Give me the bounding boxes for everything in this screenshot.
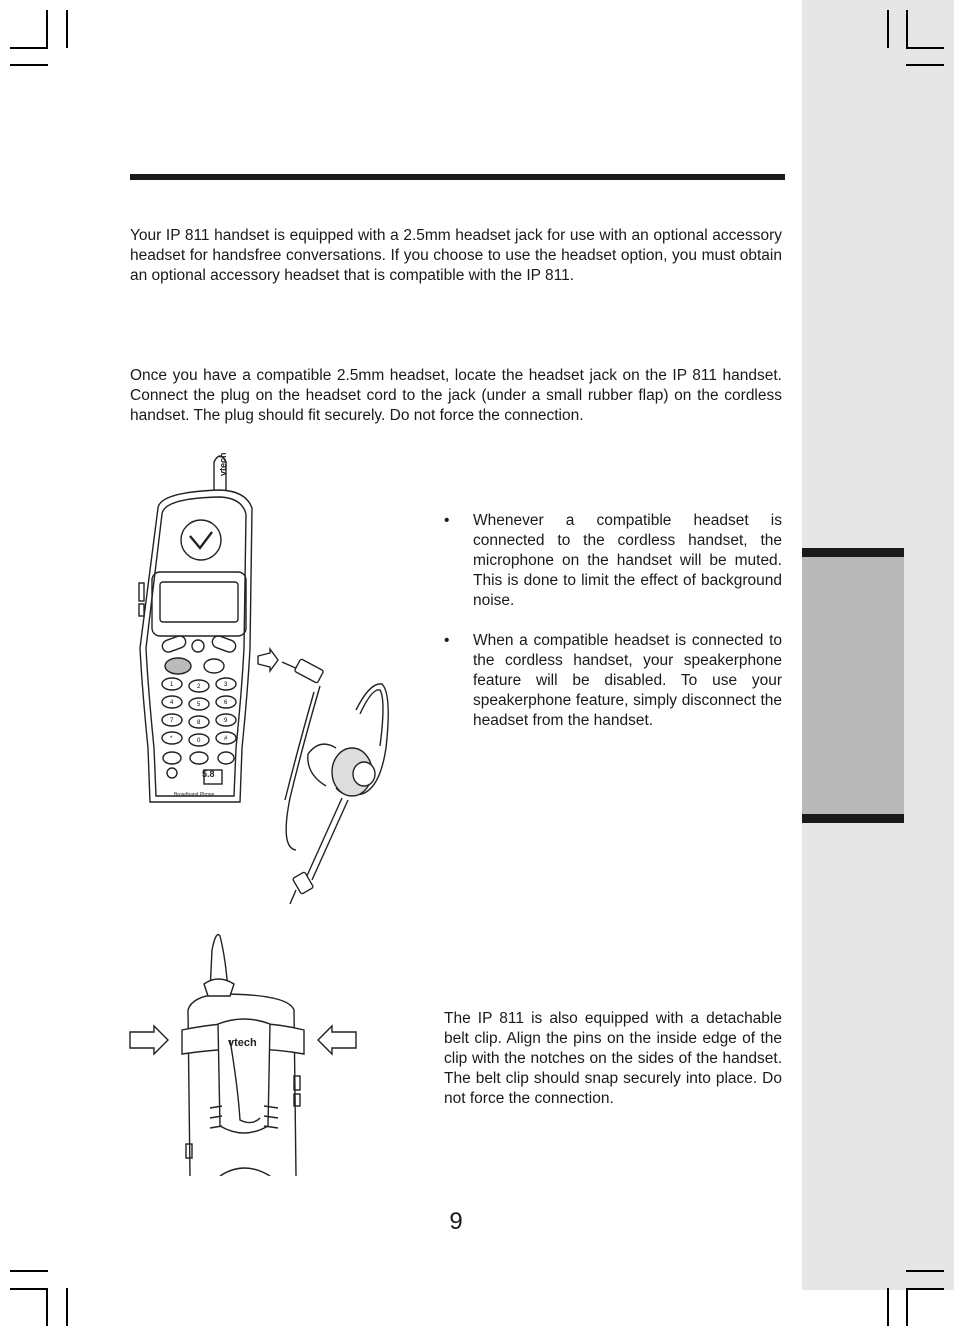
- handset-headset-illustration: [130, 448, 400, 910]
- list-item: • When a compatible headset is connected to the cordless handset, your speakerphone feature will be disabled. To use your speakerphone feature, simply disconnect the headset from the handset.: [444, 631, 782, 731]
- crop-mark: [10, 1288, 48, 1290]
- list-item: • Whenever a compatible headset is connected to the cordless handset, the microphone on the handset will be muted. This is done to limit the effect of background noise.: [444, 511, 782, 611]
- belt-clip-illustration: [128, 930, 368, 1176]
- crop-mark: [906, 64, 944, 66]
- belt-clip-paragraph: The IP 811 is also equipped with a detachable belt clip. Align the pins on the inside edge of the clip with the notches on the sides of the handset. The belt clip should snap securely into place. Do not force the connection.: [444, 1010, 782, 1107]
- intro-paragraph: Your IP 811 handset is equipped with a 2.5mm headset jack for use with an optional accessory headset for handsfree conversations. If you choose to use the headset option, you must obtain an optional accessory headset that is compatible with the IP 811.: [130, 227, 782, 284]
- belt-clip-brand: vtech: [228, 1037, 257, 1049]
- headset-bullet-list: [444, 511, 782, 751]
- crop-mark: [66, 1288, 68, 1326]
- crop-mark: [906, 10, 908, 48]
- crop-mark: [887, 10, 889, 48]
- crop-mark: [906, 1288, 908, 1326]
- chapter-tab: [802, 548, 904, 823]
- install-paragraph: Once you have a compatible 2.5mm headset, locate the headset jack on the IP 811 handset. Connect the plug on the headset cord to the jack (under a small rubber flap) on the cordless handset. The plug should fit securely. Do not force the connection.: [130, 367, 782, 424]
- crop-mark: [46, 10, 48, 48]
- crop-mark: [887, 1288, 889, 1326]
- crop-mark: [10, 1270, 48, 1272]
- keypad-key-label: 2: [197, 684, 201, 690]
- keypad-key-label: #: [224, 736, 228, 742]
- keypad-key-label: 4: [170, 700, 174, 706]
- crop-mark: [906, 47, 944, 49]
- section-rule: [130, 174, 785, 180]
- keypad-key-label: 3: [224, 682, 228, 688]
- keypad-key-label: *: [170, 736, 173, 742]
- crop-mark: [66, 10, 68, 48]
- keypad-key-label: 1: [170, 682, 174, 688]
- crop-mark: [906, 1270, 944, 1272]
- crop-mark: [46, 1288, 48, 1326]
- crop-mark: [10, 64, 48, 66]
- handset-footer-label: Broadband Phone: [174, 792, 215, 798]
- keypad-key-label: 9: [224, 718, 228, 724]
- crop-mark: [906, 1288, 944, 1290]
- keypad-key-label: 7: [170, 718, 174, 724]
- keypad-key-label: 8: [197, 720, 201, 726]
- page-number: 9: [449, 1208, 463, 1235]
- keypad-key-label: 5: [197, 702, 201, 708]
- handset-brand: vtech: [218, 452, 228, 476]
- keypad-key-label: 0: [197, 738, 201, 744]
- handset-band-label: 5.8: [202, 769, 215, 779]
- keypad-key-label: 6: [224, 700, 228, 706]
- crop-mark: [10, 47, 48, 49]
